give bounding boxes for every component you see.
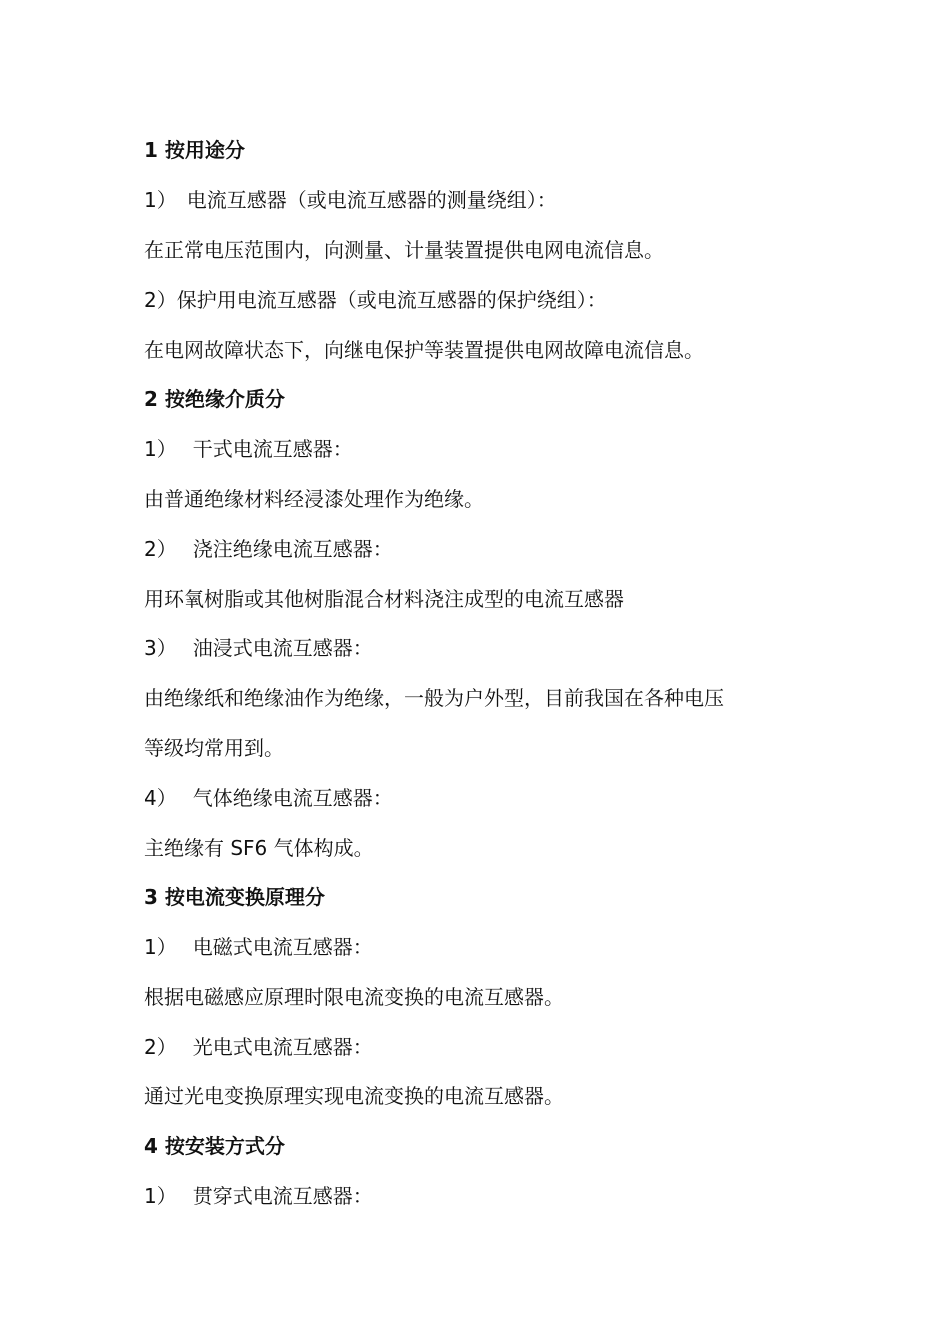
section-heading: 4 按安装方式分 [144, 1134, 285, 1158]
item-label: 气体绝缘电流互感器： [192, 786, 393, 810]
item-label: 贯穿式电流互感器： [192, 1184, 373, 1208]
item-number: 3） [144, 636, 177, 660]
item-number: 4） [144, 786, 177, 810]
item-description: 通过光电变换原理实现电流变换的电流互感器。 [144, 1084, 564, 1108]
item-number: 1） [144, 188, 177, 212]
item-description: 在电网故障状态下，向继电保护等装置提供电网故障电流信息。 [144, 338, 704, 362]
list-item [144, 536, 393, 562]
list-item [144, 1183, 373, 1209]
section-heading: 2 按绝缘介质分 [144, 387, 285, 411]
item-description: 根据电磁感应原理时限电流变换的电流互感器。 [144, 985, 564, 1009]
item-label: 电流互感器（或电流互感器的测量绕组）： [186, 188, 557, 212]
item-label: 保护用电流互感器（或电流互感器的保护绕组）： [176, 288, 607, 312]
item-label: 光电式电流互感器： [192, 1035, 373, 1059]
list-item [144, 785, 393, 811]
item-description: 用环氧树脂或其他树脂混合材料浇注成型的电流互感器 [144, 587, 624, 611]
item-label: 油浸式电流互感器： [192, 636, 373, 660]
list-item [144, 635, 373, 661]
list-item [144, 436, 353, 462]
item-number: 2） [144, 537, 177, 561]
item-description: 主绝缘有 SF6 气体构成。 [144, 836, 374, 860]
item-description: 在正常电压范围内，向测量、计量装置提供电网电流信息。 [144, 238, 664, 262]
section-heading: 3 按电流变换原理分 [144, 885, 325, 909]
item-number: 1） [144, 437, 177, 461]
item-label: 电磁式电流互感器： [192, 935, 373, 959]
list-item [144, 1034, 373, 1060]
item-description-continued: 等级均常用到。 [144, 736, 284, 760]
item-label: 干式电流互感器： [192, 437, 353, 461]
item-number: 1） [144, 935, 177, 959]
item-description: 由普通绝缘材料经浸漆处理作为绝缘。 [144, 487, 484, 511]
list-item [144, 187, 557, 213]
item-number: 2） [144, 1035, 177, 1059]
item-number: 2） [144, 288, 177, 312]
list-item [144, 934, 373, 960]
item-number: 1） [144, 1184, 177, 1208]
item-label: 浇注绝缘电流互感器： [192, 537, 393, 561]
list-item [144, 287, 607, 313]
section-heading: 1 按用途分 [144, 138, 245, 162]
item-description: 由绝缘纸和绝缘油作为绝缘，一般为户外型，目前我国在各种电压 [144, 686, 724, 710]
